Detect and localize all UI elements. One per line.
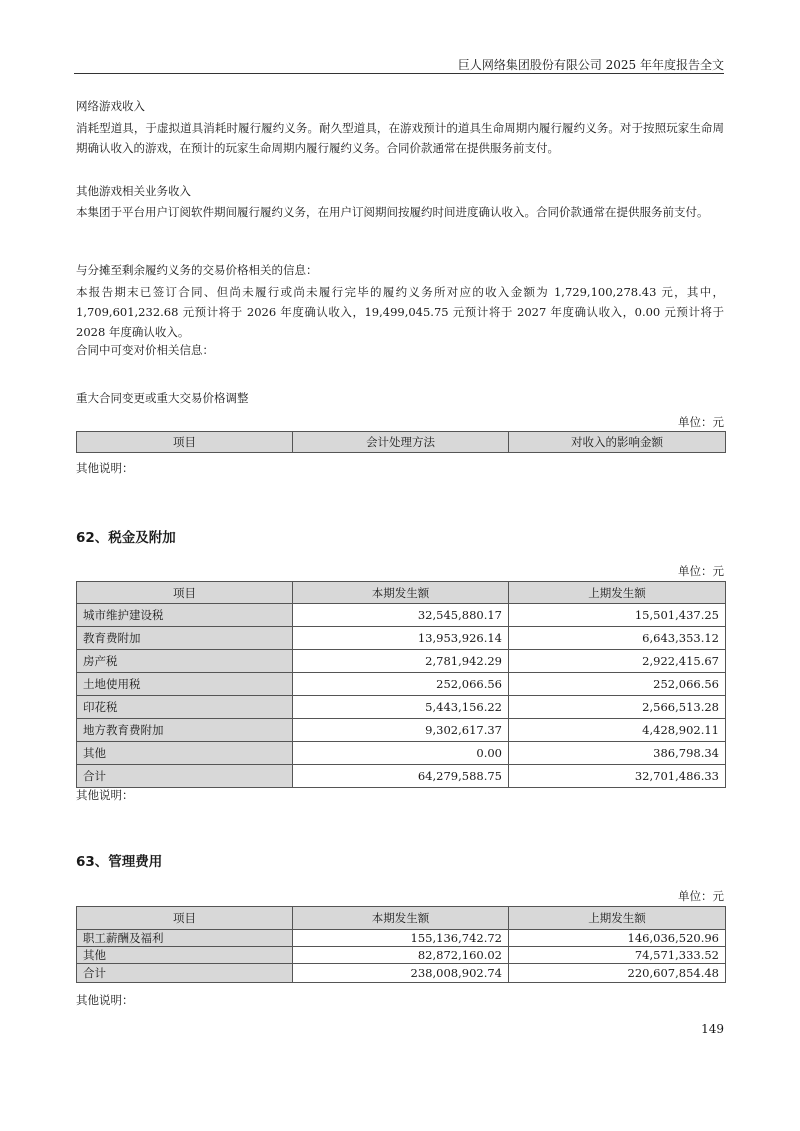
row-label: 其他 [77, 742, 293, 765]
table-header-row [77, 432, 726, 453]
page-number: 149 [701, 1022, 724, 1036]
header-divider [74, 73, 724, 74]
row-label: 合计 [77, 765, 293, 788]
column-header: 上期发生额 [509, 907, 726, 930]
unit-label: 单位：元 [678, 415, 724, 429]
current-amount: 2,781,942.29 [293, 650, 509, 673]
current-amount: 0.00 [293, 742, 509, 765]
prior-amount: 15,501,437.25 [509, 604, 726, 627]
prior-amount: 146,036,520.96 [509, 930, 726, 947]
prior-amount: 220,607,854.48 [509, 964, 726, 983]
taxes-table [76, 581, 726, 788]
prior-amount: 2,566,513.28 [509, 696, 726, 719]
table-row [77, 627, 726, 650]
table-row [77, 650, 726, 673]
prior-amount: 74,571,333.52 [509, 947, 726, 964]
online-game-text: 消耗型道具，于虚拟道具消耗时履行履约义务。耐久型道具，在游戏预计的道具生命周期内履行履约义务。对于按照玩家生命周期确认收入的游戏，在预计的玩家生命周期内履行履约义务。合同价款通常在提供服务前支付。 [76, 121, 724, 155]
table-header-row [77, 582, 726, 604]
table-row [77, 947, 726, 964]
column-header: 对收入的影响金额 [509, 432, 726, 453]
current-amount: 155,136,742.72 [293, 930, 509, 947]
current-amount: 5,443,156.22 [293, 696, 509, 719]
page-header-title: 巨人网络集团股份有限公司 2025 年年度报告全文 [457, 58, 724, 72]
table-row [77, 719, 726, 742]
unit-label: 单位：元 [678, 564, 724, 578]
column-header: 项目 [77, 432, 293, 453]
allocation-heading: 与分摊至剩余履约义务的交易价格相关的信息： [76, 263, 318, 277]
prior-amount: 252,066.56 [509, 673, 726, 696]
row-label: 合计 [77, 964, 293, 983]
row-label: 地方教育费附加 [77, 719, 293, 742]
current-amount: 252,066.56 [293, 673, 509, 696]
total-row [77, 964, 726, 983]
prior-amount: 32,701,486.33 [509, 765, 726, 788]
column-header: 会计处理方法 [293, 432, 509, 453]
current-amount: 13,953,926.14 [293, 627, 509, 650]
variable-consideration-heading: 合同中可变对价相关信息： [76, 343, 214, 357]
row-label: 其他 [77, 947, 293, 964]
table-row [77, 742, 726, 765]
row-label: 印花税 [77, 696, 293, 719]
table-row [77, 930, 726, 947]
major-change-heading: 重大合同变更或重大交易价格调整 [76, 391, 249, 405]
table-row [77, 696, 726, 719]
prior-amount: 6,643,353.12 [509, 627, 726, 650]
row-label: 教育费附加 [77, 627, 293, 650]
current-amount: 9,302,617.37 [293, 719, 509, 742]
section-63-title: 63、管理费用 [76, 854, 163, 870]
row-label: 城市维护建设税 [77, 604, 293, 627]
prior-amount: 4,428,902.11 [509, 719, 726, 742]
column-header: 项目 [77, 907, 293, 930]
table-header-row [77, 907, 726, 930]
other-note: 其他说明： [76, 788, 134, 802]
prior-amount: 2,922,415.67 [509, 650, 726, 673]
column-header: 上期发生额 [509, 582, 726, 604]
online-game-heading: 网络游戏收入 [76, 99, 145, 113]
prior-amount: 386,798.34 [509, 742, 726, 765]
table-row [77, 673, 726, 696]
admin-expense-table [76, 906, 726, 983]
column-header: 项目 [77, 582, 293, 604]
unit-label: 单位：元 [678, 889, 724, 903]
row-label: 职工薪酬及福利 [77, 930, 293, 947]
allocation-text: 本报告期末已签订合同、但尚未履行或尚未履行完毕的履约义务所对应的收入金额为 1,729,100,278.43 元，其中，1,709,601,232.68 元预计将于 2026 年度确认收入，19,499,045.75 元预计将于 2027 年度确认收入，0.00 元预计将于 2028 年度确认收入。 [76, 285, 724, 339]
current-amount: 238,008,902.74 [293, 964, 509, 983]
row-label: 土地使用税 [77, 673, 293, 696]
column-header: 本期发生额 [293, 582, 509, 604]
current-amount: 82,872,160.02 [293, 947, 509, 964]
column-header: 本期发生额 [293, 907, 509, 930]
current-amount: 32,545,880.17 [293, 604, 509, 627]
contract-change-table [76, 431, 726, 453]
section-62-title: 62、税金及附加 [76, 530, 176, 546]
row-label: 房产税 [77, 650, 293, 673]
other-revenue-text: 本集团于平台用户订阅软件期间履行履约义务，在用户订阅期间按履约时间进度确认收入。合同价款通常在提供服务前支付。 [76, 205, 709, 219]
other-note: 其他说明： [76, 461, 134, 475]
other-revenue-heading: 其他游戏相关业务收入 [76, 184, 191, 198]
table-row [77, 604, 726, 627]
other-note: 其他说明： [76, 993, 134, 1007]
current-amount: 64,279,588.75 [293, 765, 509, 788]
